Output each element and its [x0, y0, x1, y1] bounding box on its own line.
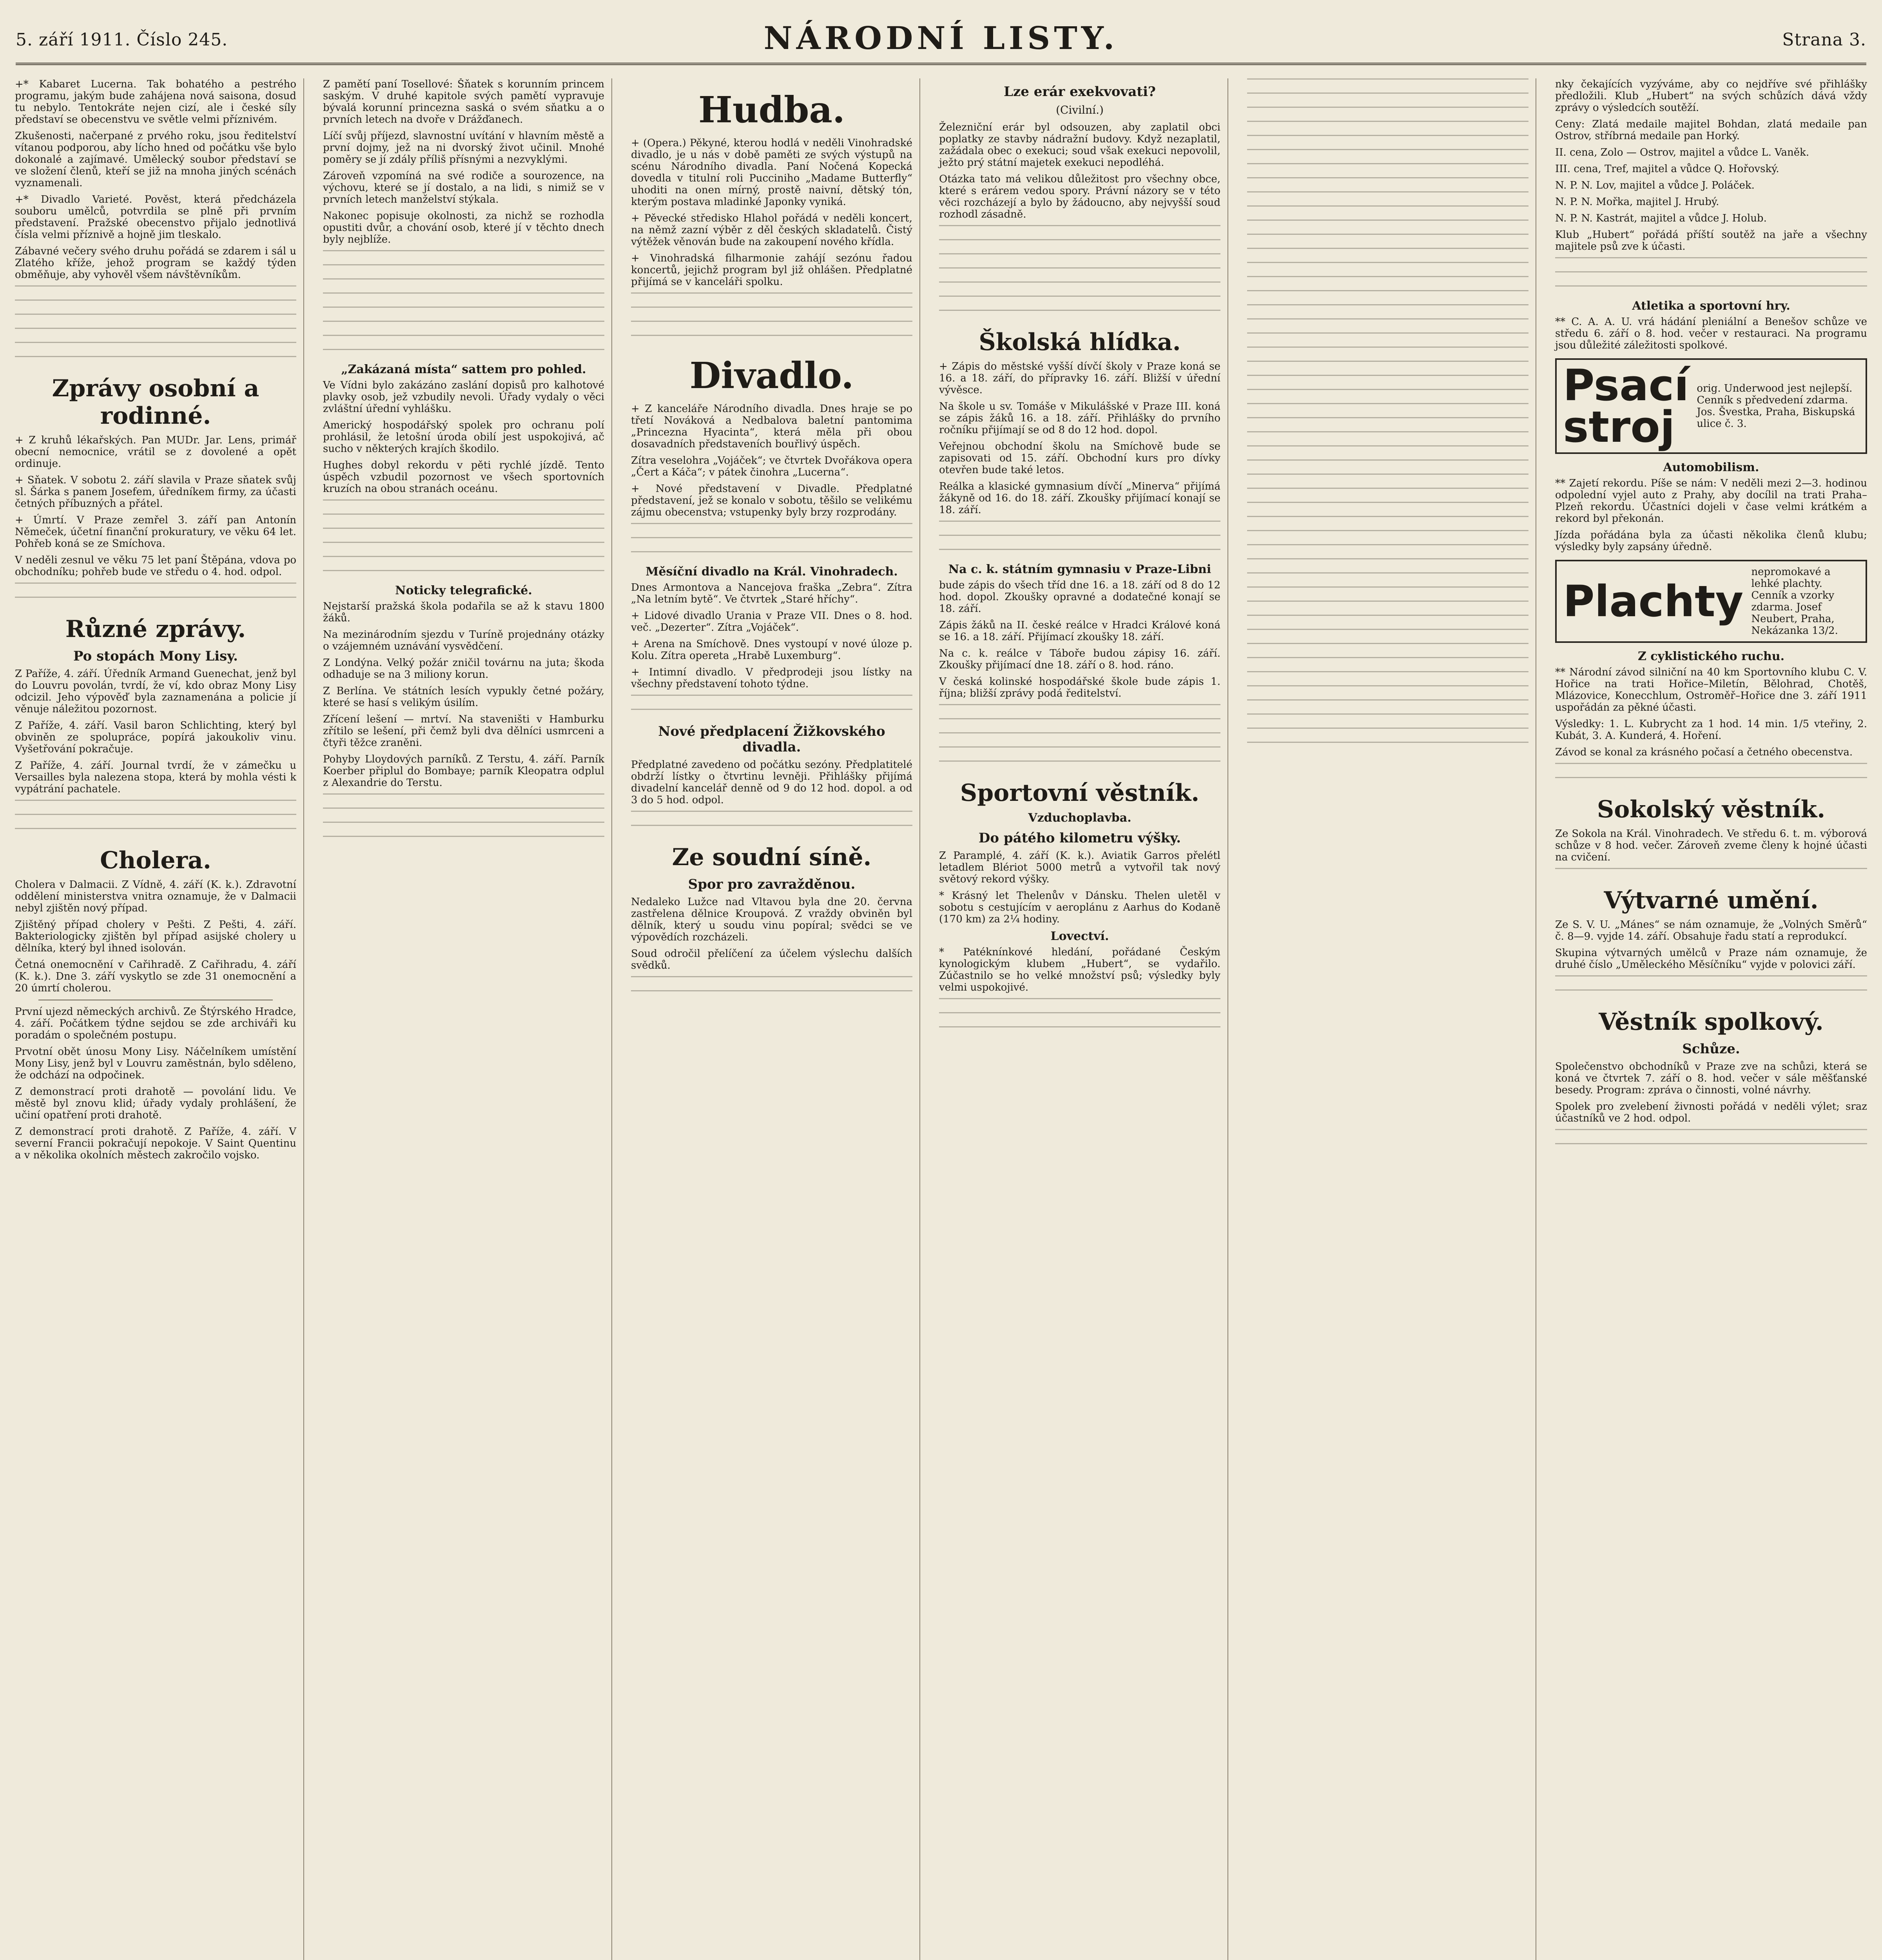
text-filler — [323, 793, 604, 803]
article-paragraph: + Sňatek. V sobotu 2. září slavila v Praze sňatek svůj sl. Šárka s panem Josefem, úředníkem firmy, za účasti četných příbuzných a přátel. — [15, 474, 296, 510]
article-paragraph: III. cena, Tref, majitel a vůdce Q. Hořovský. — [1555, 163, 1779, 175]
subheading: Po stopách Mony Lisy. — [73, 648, 238, 664]
text-filler — [1247, 728, 1528, 737]
text-filler — [1247, 248, 1528, 257]
text-filler — [1247, 516, 1528, 525]
article-title: Lze erár exekvovati? — [1004, 84, 1156, 100]
article-paragraph: Z demonstrací proti drahotě — povolání lidu. Ve městě byl znovu klid; úřady vydaly prohlášení, že učiní opatření proti drahotě. — [15, 1086, 296, 1121]
text-filler — [1247, 276, 1528, 285]
text-filler — [323, 836, 604, 845]
text-filler — [323, 250, 604, 260]
text-filler — [15, 597, 296, 606]
text-filler — [631, 990, 912, 1000]
text-filler — [1555, 777, 1867, 786]
article-paragraph: Předplatné zavedeno od počátku sezóny. Předplatitelé obdrží lístky o čtvrtinu levněji. Přihlášky přijímá divadelní kancelář denně od 9 do 12 hod. dopol. a od 3 do 5 hod. odpol. — [631, 759, 912, 806]
text-filler — [1247, 544, 1528, 554]
text-filler — [1247, 403, 1528, 412]
text-filler — [1247, 375, 1528, 384]
text-filler — [939, 746, 1220, 756]
text-filler — [323, 278, 604, 288]
article-paragraph: V neděli zesnul ve věku 75 let paní Štěpána, vdova po obchodníku; pohřeb bude ve středu o 4. hod. odpol. — [15, 554, 296, 578]
text-filler — [1247, 488, 1528, 497]
text-filler — [15, 583, 296, 592]
text-filler — [631, 321, 912, 330]
text-filler — [1247, 205, 1528, 215]
text-filler — [1247, 347, 1528, 356]
column-1 — [8, 78, 304, 1960]
text-filler — [1555, 271, 1867, 281]
article-paragraph: + Vinohradská filharmonie zahájí sezónu řadou koncertů, jejichž program byl již ohlášen. Předplatné přijímá se v kanceláři spolku. — [631, 252, 912, 288]
article-paragraph: V česká kolinské hospodářské škole bude zápis 1. října; bližší zprávy podá ředitelství. — [939, 676, 1220, 699]
section-heading: Divadlo. — [689, 354, 854, 397]
article-paragraph: Železniční erár byl odsouzen, aby zaplatil obci poplatky ze stavby nádražní budovy. Když nezaplatil, zažádala obec o exekuci; soud však exekuci nepovolil, ježto prý státní majetek exekuci nepodléhá. — [939, 122, 1220, 169]
text-filler — [15, 314, 296, 323]
text-filler — [323, 570, 604, 579]
text-filler — [631, 695, 912, 704]
article-paragraph: Z Paříže, 4. září. Vasil baron Schlichting, který byl obviněn ze spolupráce, popírá jakoukoliv vinu. Vyšetřování pokračuje. — [15, 720, 296, 755]
article-paragraph: Závod se konal za krásného počasí a četného obecenstva. — [1555, 746, 1853, 758]
text-filler — [1247, 657, 1528, 666]
article-paragraph: + Z kanceláře Národního divadla. Dnes hraje se po třetí Nováková a Nedbalova baletní pantomima „Princezna Hyacinta“, která měla při obou dosavadních představeních bouřlivý úspěch. — [631, 403, 912, 450]
section-heading: Ze soudní síně. — [672, 844, 872, 871]
text-filler — [1247, 163, 1528, 172]
article-paragraph: Nejstarší pražská škola podařila se až k stavu 1800 žáků. — [323, 601, 604, 624]
text-filler — [939, 549, 1220, 558]
text-filler — [1247, 107, 1528, 116]
article-paragraph: II. cena, Zolo — Ostrov, majitel a vůdce L. Vaněk. — [1555, 147, 1809, 158]
article-paragraph: + Z kruhů lékařských. Pan MUDr. Jar. Lens, primář obecní nemocnice, vrátil se z dovolené a opět ordinuje. — [15, 434, 296, 470]
ad-headline: Plachty — [1563, 576, 1744, 626]
subheading: Do pátého kilometru výšky. — [978, 830, 1181, 846]
column-3 — [624, 78, 920, 1960]
article-paragraph: * Patéknínkové hledání, pořádané Českým kynologickým klubem „Hubert“, se vydařilo. Zúčastnilo se ho velké množství psů; výsledky byly velmi uspokojivé. — [939, 946, 1220, 993]
article-paragraph: nky čekajících vyzýváme, aby co nejdříve své přihlášky předložili. Klub „Hubert“ na svých schůzích dává vždy zprávy o výsledcích soutěží. — [1555, 78, 1867, 114]
text-filler — [323, 321, 604, 330]
text-filler — [939, 1012, 1220, 1022]
text-filler — [323, 556, 604, 565]
section-heading: Nové předplacení Žižkovského divadla. — [658, 724, 885, 755]
text-filler — [15, 356, 296, 365]
section-heading: Sokolský věstník. — [1597, 796, 1826, 823]
text-filler — [1247, 93, 1528, 102]
text-filler — [323, 808, 604, 817]
text-filler — [15, 828, 296, 837]
article-paragraph: N. P. N. Kastrát, majitel a vůdce J. Holub. — [1555, 212, 1767, 224]
text-filler — [939, 732, 1220, 742]
article-paragraph: Ze Sokola na Král. Vinohradech. Ve středu 6. t. m. výborová schůze v 8 hod. večer. Zároveň zveme členy k hojné účasti na cvičení. — [1555, 828, 1867, 863]
article-paragraph: Z Londýna. Velký požár zničil továrnu na juta; škoda odhaduje se na 3 miliony korun. — [323, 657, 604, 681]
article-paragraph: Zároveň vzpomíná na své rodiče a sourozence, na výchovu, které se jí dostalo, a na lidi, s nimiž se v prvních letech manželství stýkala. — [323, 170, 604, 205]
section-heading: Výtvarné umění. — [1604, 887, 1819, 914]
text-filler — [939, 998, 1220, 1007]
text-filler — [1247, 389, 1528, 398]
masthead — [16, 16, 1866, 65]
article-paragraph: Z pamětí paní Tosellové: Šňatek s korunním princem saským. V druhé kapitole svých pamětí vypravuje bývalá korunní princezna saská o svém sňatku a o prvních letech na dvoře v Drážďanech. — [323, 78, 604, 125]
text-filler — [1247, 629, 1528, 638]
text-filler — [1247, 361, 1528, 370]
text-filler — [939, 718, 1220, 728]
article-paragraph: Výsledky: 1. L. Kubrycht za 1 hod. 14 min. 1/5 vteřiny, 2. Kubát, 3. A. Kunderá, 4. Hoření. — [1555, 718, 1867, 742]
text-filler — [323, 307, 604, 316]
article-paragraph: ** Národní závod silniční na 40 km Sportovního klubu C. V. Hořice na trati Hořice–Miletín, Bělohrad, Chotěš, Mlázovice, Konecchlum, Ostroměř–Hořice dne 3. září 1911 uspořádán za pěkné účasti. — [1555, 666, 1867, 713]
section-heading: Sportovní věstník. — [960, 779, 1200, 807]
text-filler — [939, 704, 1220, 713]
article-paragraph: Společenstvo obchodníků v Praze zve na schůzi, která se koná ve čtvrtek 7. září o 8. hod. večer v sále měšťanské besedy. Program: zpráva o činnosti, volné návrhy. — [1555, 1061, 1867, 1096]
text-filler — [15, 814, 296, 823]
newspaper-title: NÁRODNÍ LISTY. — [763, 20, 1119, 56]
text-filler — [1247, 713, 1528, 723]
text-filler — [323, 335, 604, 344]
article-paragraph: + (Opera.) Pěkyné, kterou hodlá v neděli Vinohradské divadlo, je u nás v době paměti ze svých výstupů na scénu Národního divadla. Paní Nočená Kopecká dovedla v titulní roli Pucciniho „Madame Butterfly“ uhoditi na onen mírný, prostě naivní, dětský tón, kterým postava mladinké Japonky vyniká. — [631, 137, 912, 208]
text-filler — [939, 281, 1220, 291]
text-filler — [939, 760, 1220, 770]
text-filler — [631, 825, 912, 834]
section-heading: Cholera. — [100, 847, 211, 874]
text-filler — [1555, 868, 1867, 877]
text-filler — [323, 349, 604, 358]
section-heading: Z cyklistického ruchu. — [1637, 650, 1785, 663]
text-filler — [1555, 763, 1867, 772]
text-filler — [1247, 121, 1528, 130]
article-paragraph: Reálka a klasické gymnasium dívčí „Minerva“ přijímá žákyně od 16. do 18. září. Zkoušky přijímací konají se 18. září. — [939, 481, 1220, 516]
article-paragraph: +* Divadlo Varieté. Pověst, která předcházela souboru umělců, potvrdila se plně při prvním představení. Pražské obecenstvo přijalo jednotlivá čísla velmi příznivě a hojně jim tleskalo. — [15, 194, 296, 241]
text-filler — [939, 296, 1220, 305]
article-paragraph: Jízda pořádána byla za účasti několika členů klubu; výsledky byly zapsány úředně. — [1555, 529, 1867, 553]
article-paragraph: Zkušenosti, načerpané z prvého roku, jsou ředitelství vítanou podporou, aby lícho hned od počátku vše bylo dokonalé a zajímavé. Umělecký soubor představí se ve složení členů, kteří se již na mnoha jiných scénách vyznamenali. — [15, 130, 296, 189]
text-filler — [15, 285, 296, 295]
subheading: Spor pro zavražděnou. — [688, 877, 856, 892]
text-filler — [1247, 586, 1528, 596]
text-filler — [1555, 975, 1867, 985]
article-paragraph: Prvotní obět únosu Mony Lisy. Náčelníkem umístění Mony Lisy, jenž byl v Louvru zaměstnán, bylo sděleno, že odchází na odpočinek. — [15, 1046, 296, 1081]
text-filler — [631, 709, 912, 718]
article-paragraph: Nedaleko Lužce nad Vltavou byla dne 20. června zastřelena dělnice Kroupová. Z vraždy obviněn byl dělník, který u soudu vinu popíral; svědci se ve výpovědích rozcházeli. — [631, 896, 912, 943]
typewriter-advertisement — [1555, 358, 1867, 454]
text-filler — [1247, 742, 1528, 751]
article-paragraph: N. P. N. Mořka, majitel J. Hrubý. — [1555, 196, 1719, 208]
text-filler — [1247, 459, 1528, 469]
article-paragraph: Klub „Hubert“ pořádá příští soutěž na jaře a všechny majitele psů zve k účasti. — [1555, 229, 1867, 252]
text-filler — [15, 800, 296, 809]
text-filler — [323, 542, 604, 551]
article-paragraph: Dnes Armontova a Nancejova fraška „Zebra“. Zítra „Na letním bytě“. Ve čtvrtek „Staré hříchy“. — [631, 582, 912, 605]
article-paragraph: Líčí svůj příjezd, slavnostní uvítání v hlavním městě a první dojmy, jež na ni dvorský život učinil. Mnohé poměry se jí zdály příliš přísnými a nezvyklými. — [323, 130, 604, 165]
subheading: Lovectví. — [1050, 929, 1109, 943]
article-paragraph: Americký hospodářský spolek pro ochranu polí prohlásil, že letošní úroda obilí jest uspokojivá, ač sucho v některých krajích škodilo. — [323, 419, 604, 455]
column-4 — [932, 78, 1228, 1960]
text-filler — [1247, 445, 1528, 455]
text-filler — [1247, 304, 1528, 314]
text-filler — [1247, 685, 1528, 695]
column-5 — [1240, 78, 1536, 1960]
article-paragraph: Ve Vídni bylo zakázáno zaslání dopisů pro kalhotové plavky osob, jež vzbudily nevoli. Úřady vydaly o věci zvláštní úřední vyhlášku. — [323, 379, 604, 415]
article-paragraph: bude zápis do všech tříd dne 16. a 18. září od 8 do 12 hod. dopol. Zkoušky opravné a dodatečné konají se 18. září. — [939, 579, 1220, 615]
subheading: Noticky telegrafické. — [395, 584, 532, 597]
article-paragraph: Zápis žáků na II. české reálce v Hradci Králové koná se 16. a 18. září. Přijímací zkoušky 18. září. — [939, 619, 1220, 643]
article-paragraph: Z Paříže, 4. září. Journal tvrdí, že v zámečku u Versailles byla nalezena stopa, která by mohla vésti k vypátrání pachatele. — [15, 760, 296, 795]
page-number: Strana 3. — [1782, 30, 1866, 50]
article-paragraph: + Úmrtí. V Praze zemřel 3. září pan Antonín Němeček, účetní finanční prokuratury, ve věku 64 let. Pohřeb koná se ze Smíchova. — [15, 514, 296, 550]
text-filler — [1247, 417, 1528, 426]
article-paragraph: + Nové představení v Divadle. Předplatné představení, jež se konalo v sobotu, těšilo se velikému zájmu obecenstva; vstupenky byly brzy rozprodány. — [631, 483, 912, 518]
text-filler — [939, 239, 1220, 249]
subheading: „Zakázaná místa“ sattem pro pohled. — [341, 363, 586, 376]
text-filler — [323, 822, 604, 831]
text-filler — [1247, 135, 1528, 144]
text-filler — [939, 310, 1220, 319]
text-filler — [939, 253, 1220, 263]
section-heading: Zprávy osobní a rodinné. — [52, 375, 259, 430]
text-filler — [323, 292, 604, 302]
article-paragraph: Z Berlína. Ve státních lesích vypukly četné požáry, které se hasí s velikým úsilím. — [323, 685, 604, 709]
article-paragraph: Veřejnou obchodní školu na Smíchově bude se zapisovati od 15. září. Obchodní kurs pro dívky otevřen bude také letos. — [939, 441, 1220, 476]
article-paragraph: Pohyby Lloydových parníků. Z Terstu, 4. září. Parník Koerber připlul do Bombaye; parník Kleopatra odplul z Alexandrie do Terstu. — [323, 753, 604, 789]
article-paragraph: + Zápis do městské vyšší dívčí školy v Praze koná se 16. a 18. září, do přípravky 16. září. Bližší v úřední vývěsce. — [939, 361, 1220, 396]
article-paragraph: Cholera v Dalmacii. Z Vídně, 4. září (K. k.). Zdravotní oddělení ministerstva vnitra oznamuje, že v Dalmacii nebyl zjištěn nový případ. — [15, 879, 296, 914]
article-paragraph: ** Zajetí rekordu. Píše se nám: V neděli mezi 2—3. hodinou odpolední vyjel auto z Prahy, aby docílil na trati Praha–Plzeň rekordu. Účastníci dojeli v čase velmi krátkém a rekord byl překonán. — [1555, 477, 1867, 524]
text-filler — [631, 335, 912, 344]
text-filler — [939, 535, 1220, 544]
text-filler — [939, 1026, 1220, 1036]
text-filler — [1247, 290, 1528, 299]
section-heading: Atletika a sportovní hry. — [1632, 299, 1790, 313]
article-paragraph: Spolek pro zvelebení živnosti pořádá v neděli výlet; sraz účastníků ve 2 hod. odpol. — [1555, 1101, 1867, 1124]
text-filler — [631, 292, 912, 302]
text-filler — [1247, 431, 1528, 441]
text-filler — [1247, 502, 1528, 511]
subheading: Vzduchoplavba. — [1028, 811, 1131, 825]
column-2 — [316, 78, 612, 1960]
text-filler — [631, 307, 912, 316]
text-filler — [1247, 220, 1528, 229]
text-filler — [1247, 191, 1528, 201]
text-filler — [631, 811, 912, 820]
text-filler — [939, 267, 1220, 277]
text-filler — [1247, 601, 1528, 610]
article-paragraph: Z Paříže, 4. září. Úředník Armand Guenechat, jenž byl do Louvru povolán, tvrdí, že ví, kdo obraz Mony Lisy odcizil. Jeho výpověď byla zaznamenána a policie jí věnuje náležitou pozornost. — [15, 668, 296, 715]
text-filler — [1247, 332, 1528, 342]
column-6 — [1548, 78, 1874, 1960]
article-paragraph: Nakonec popisuje okolnosti, za nichž se rozhodla opustiti dvůr, a chování osob, které jí v těchto dnech byly nejblíže. — [323, 210, 604, 245]
issue-date: 5. září 1911. Číslo 245. — [16, 30, 228, 50]
article-paragraph: Zřícení lešení — mrtví. Na staveništi v Hamburku zřítilo se lešení, při čemž byli dva dělníci usmrceni a čtyři těžce zraněni. — [323, 713, 604, 749]
text-filler — [1247, 149, 1528, 158]
text-filler — [1247, 177, 1528, 187]
text-filler — [1247, 699, 1528, 709]
text-filler — [1247, 671, 1528, 681]
section-heading: Věstník spolkový. — [1599, 1008, 1824, 1036]
text-filler — [1247, 474, 1528, 483]
text-filler — [15, 342, 296, 351]
subheading: Na c. k. státním gymnasiu v Praze-Libni — [948, 563, 1211, 576]
text-filler — [1555, 989, 1867, 999]
article-paragraph: N. P. N. Lov, majitel a vůdce J. Poláček. — [1555, 180, 1755, 191]
text-filler — [1247, 234, 1528, 243]
subheading: Měsíční divadlo na Král. Vinohradech. — [645, 565, 898, 579]
text-filler — [1247, 643, 1528, 652]
text-filler — [939, 521, 1220, 530]
text-filler — [323, 528, 604, 537]
text-filler — [1555, 1143, 1867, 1152]
article-paragraph: Z Paramplé, 4. září (K. k.). Aviatik Garros přelétl letadlem Blériot 5000 metrů a vytvořil tak nový světový rekord výšky. — [939, 850, 1220, 885]
article-paragraph: Na škole u sv. Tomáše v Mikulášské v Praze III. koná se zápis žáků 16. a 18. září. Přihlášky do prvního ročníku přijímají se od 8 do 12 hod. dopol. — [939, 401, 1220, 436]
text-filler — [631, 523, 912, 532]
article-paragraph: Hughes dobyl rekordu v pěti rychlé jízdě. Tento úspěch vzbudil pozornost ve všech sportovních kruzích na obou stranách oceánu. — [323, 459, 604, 495]
section-heading: Hudba. — [698, 89, 845, 131]
text-filler — [1555, 1129, 1867, 1138]
article-paragraph: + Arena na Smíchově. Dnes vystoupí v nové úloze p. Kolu. Zítra opereta „Hrabě Luxemburg“. — [631, 638, 912, 662]
article-paragraph: Zjištěný případ cholery v Pešti. Z Pešti, 4. září. Bakteriologicky zjištěn byl případ asijské cholery u dělníka, který byl ihned isolován. — [15, 919, 296, 954]
text-filler — [631, 976, 912, 985]
article-paragraph: Ze S. V. U. „Mánes“ se nám oznamuje, že „Volných Směrů“ č. 8—9. vyjde 14. září. Obsahuje řadu statí a reprodukcí. — [1555, 919, 1867, 942]
section-heading: Různé zprávy. — [65, 615, 246, 643]
article-paragraph: Otázka tato má velikou důležitost pro všechny obce, které s erárem vedou spory. Právní názory se v této věci rozcházejí a bylo by žádoucno, aby nejvyšší soud rozhodl zásadně. — [939, 173, 1220, 220]
text-filler — [1555, 257, 1867, 267]
article-paragraph: Z demonstrací proti drahotě. Z Paříže, 4. září. V severní Francii pokračují nepokoje. V Saint Quentinu a v několika okolních městech zakročilo vojsko. — [15, 1126, 296, 1161]
text-filler — [1247, 572, 1528, 582]
article-paragraph: +* Kabaret Lucerna. Tak bohatého a pestrého programu, jakým bude zahájena nová saisona, dosud tu nebylo. Tentokráte nejen cizí, ale i české síly představí se obecenstvu ve světle velmi příznivém. — [15, 78, 296, 125]
text-filler — [1555, 285, 1867, 295]
ad-headline: Psací stroj — [1563, 360, 1689, 452]
text-filler — [15, 328, 296, 337]
tarpaulin-advertisement — [1555, 560, 1867, 643]
section-heading: Automobilism. — [1663, 461, 1759, 474]
article-paragraph: Na mezinárodním sjezdu v Turíně projednány otázky o vzájemném uznávání vysvědčení. — [323, 629, 604, 652]
text-filler — [1247, 615, 1528, 624]
article-paragraph: První ujezd německých archivů. Ze Štýrského Hradce, 4. září. Počátkem týdne sejdou se zde archiváři ku poradám o společném postupu. — [15, 1006, 296, 1041]
text-filler — [1247, 78, 1528, 88]
article-paragraph: Na c. k. reálce v Táboře budou zápisy 16. září. Zkoušky přijímací dne 18. září o 8. hod. ráno. — [939, 648, 1220, 671]
article-paragraph: * Krásný let Thelenův v Dánsku. Thelen uletěl v sobotu s cestujícím v aeroplánu z Aarhus do Kodaně (170 km) za 2¼ hodiny. — [939, 890, 1220, 925]
subheading: Schůze. — [1682, 1041, 1740, 1057]
text-filler — [631, 551, 912, 561]
text-filler — [1247, 530, 1528, 539]
ad-text: nepromokavé a lehké plachty. Cenník a vzorky zdarma. Josef Neubert, Praha, Nekázanka 13/2. — [1751, 566, 1838, 637]
text-filler — [15, 299, 296, 309]
text-filler — [323, 514, 604, 523]
article-paragraph: Zítra veselohra „Vojáček“; ve čtvrtek Dvořákova opera „Čert a Káča“; v pátek činohra „Lucerna“. — [631, 455, 912, 478]
text-filler — [1247, 558, 1528, 568]
article-paragraph: Zábavné večery svého druhu pořádá se zdarem i sál u Zlatého kříže, jehož program se každý týden obměňuje, aby vyhověl všem návštěvníkům. — [15, 245, 296, 281]
ad-text: orig. Underwood jest nejlepší. Cenník s předvedení zdarma. Jos. Švestka, Praha, Biskupská ulice č. 3. — [1697, 383, 1855, 430]
article-paragraph: + Intimní divadlo. V předprodeji jsou lístky na všechny představení tohoto týdne. — [631, 666, 912, 690]
text-filler — [1247, 262, 1528, 271]
text-filler — [939, 225, 1220, 234]
article-paragraph: + Lidové divadlo Urania v Praze VII. Dnes o 8. hod. več. „Dezerter“. Zítra „Vojáček“. — [631, 610, 912, 633]
section-heading: Školská hlídka. — [979, 328, 1181, 356]
article-paragraph: Skupina výtvarných umělců v Praze nám oznamuje, že druhé číslo „Uměleckého Měsíčníku“ vyjde v polovici září. — [1555, 947, 1867, 971]
article-paragraph: Četná onemocnění v Cařihradě. Z Cařihradu, 4. září (K. k.). Dne 3. září vyskytlo se zde 31 onemocnění a 20 úmrtí cholerou. — [15, 959, 296, 994]
article-paragraph: Ceny: Zlatá medaile majitel Bohdan, zlatá medaile pan Ostrov, stříbrná medaile pan Horký. — [1555, 118, 1867, 142]
text-filler — [1247, 318, 1528, 328]
text-filler — [631, 537, 912, 546]
text-filler — [323, 264, 604, 274]
byline: (Civilní.) — [1056, 103, 1104, 116]
text-filler — [323, 499, 604, 509]
article-paragraph: Soud odročil přelíčení za účelem výslechu dalších svědků. — [631, 948, 912, 971]
article-paragraph: + Pěvecké středisko Hlahol pořádá v neděli koncert, na němž zazní výběr z děl českých skladatelů. Čistý výtěžek věnován bude na zakoupení nového křídla. — [631, 212, 912, 248]
article-paragraph: ** C. A. A. U. vrá hádání pleniální a Benešov schůze ve středu 6. září o 8. hod. večer v restauraci. Na programu jsou důležité záležitosti spolkové. — [1555, 316, 1867, 351]
